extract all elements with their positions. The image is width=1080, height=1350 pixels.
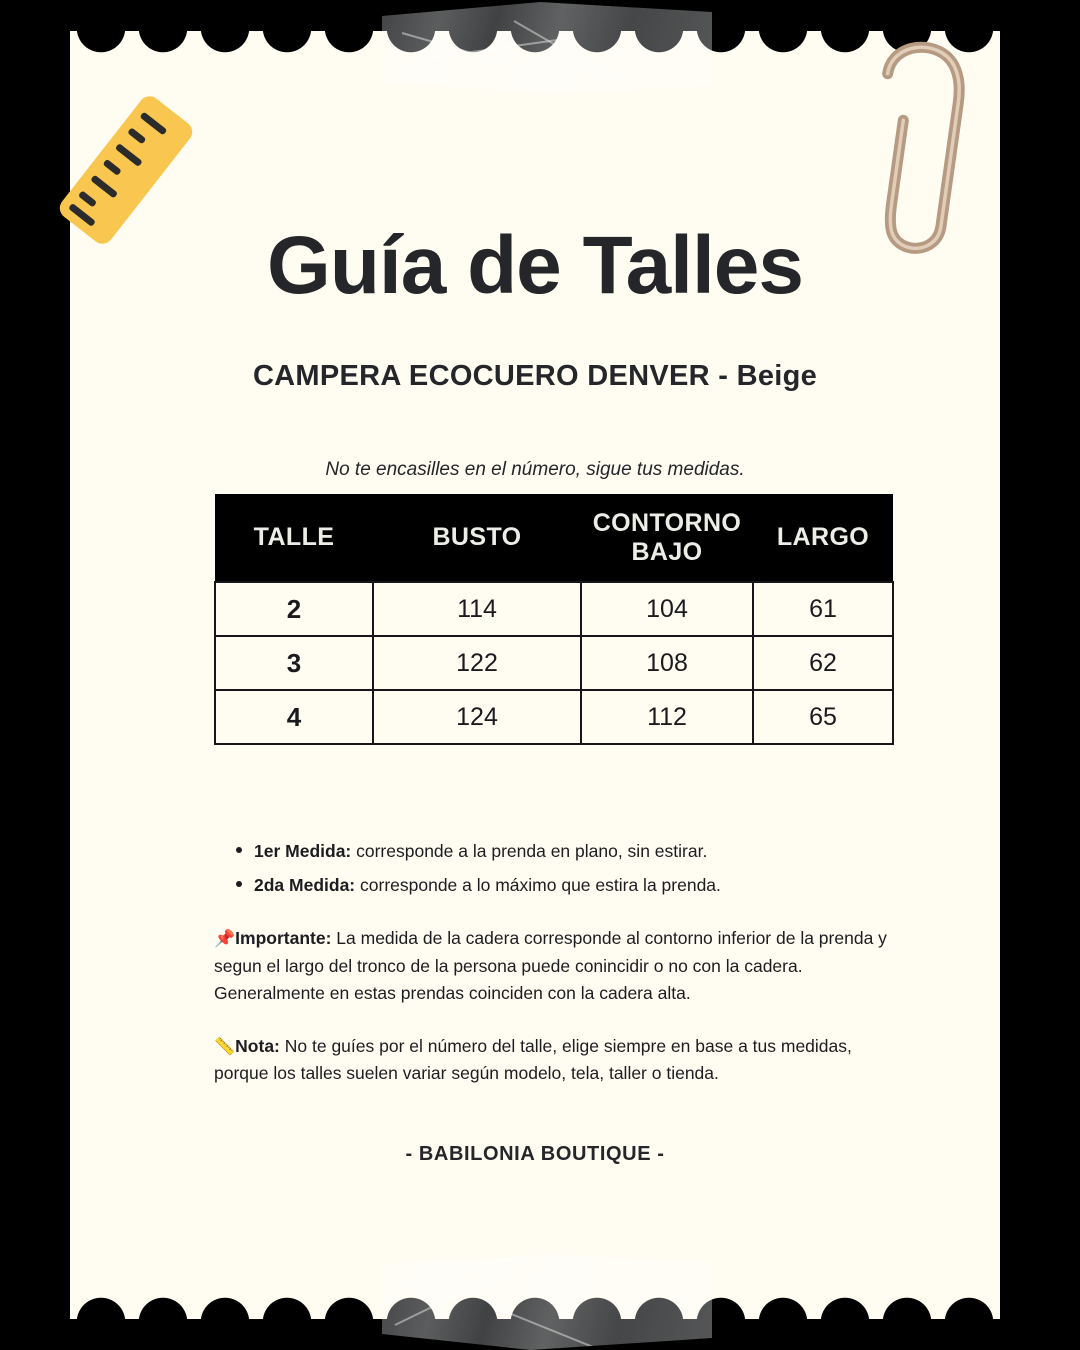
- column-header-largo: LARGO: [753, 494, 893, 582]
- cell-busto: 114: [373, 582, 581, 636]
- page-title: Guía de Talles: [267, 220, 803, 311]
- cell-contorno-bajo: 108: [581, 636, 753, 690]
- poster-content: [70, 0, 1000, 1350]
- cell-contorno-bajo: 104: [581, 582, 753, 636]
- notes-section: [214, 838, 904, 1087]
- bullet-text: corresponde a la prenda en plano, sin estirar.: [351, 841, 708, 861]
- table-header-row: [215, 494, 893, 582]
- cell-busto: 124: [373, 690, 581, 744]
- nota-paragraph: [214, 1033, 904, 1087]
- bullet-label: 1er Medida:: [254, 841, 352, 861]
- column-header-contorno-bajo: CONTORNO BAJO: [581, 494, 753, 582]
- important-text: La medida de la cadera corresponde al contorno inferior de la prenda y segun el largo del tronco de la persona puede conincidir o no con la cadera. Generalmente en estas prendas coinciden con la cadera alta.: [214, 928, 887, 1003]
- pushpin-icon: 📌: [214, 929, 236, 949]
- brand-footer: - BABILONIA BOUTIQUE -: [405, 1143, 665, 1165]
- cell-talle: 2: [215, 582, 373, 636]
- measurement-bullet-list: [214, 838, 904, 899]
- bullet-label: 2da Medida:: [254, 875, 356, 896]
- cell-talle: 4: [215, 690, 373, 744]
- list-item: [236, 838, 904, 865]
- tagline-text: No te encasilles en el número, sigue tus medidas.: [325, 459, 745, 480]
- column-header-talle: TALLE: [215, 494, 373, 582]
- cell-largo: 61: [753, 582, 893, 636]
- product-subtitle: CAMPERA ECOCUERO DENVER - Beige: [252, 360, 818, 392]
- cell-largo: 62: [753, 636, 893, 690]
- bullet-text: corresponde a lo máximo que estira la prenda.: [355, 875, 721, 896]
- ruler-icon: 📏: [214, 1036, 236, 1056]
- list-item: [236, 872, 904, 899]
- size-chart-table: [214, 494, 894, 745]
- nota-text: No te guíes por el número del talle, elige siempre en base a tus medidas, porque los talles suelen variar según modelo, tela, taller o tienda.: [214, 1035, 852, 1084]
- table-row: [215, 582, 893, 636]
- cell-largo: 65: [753, 690, 893, 744]
- nota-label: Nota:: [235, 1035, 280, 1056]
- cell-contorno-bajo: 112: [581, 690, 753, 744]
- table-row: [215, 636, 893, 690]
- column-header-busto: BUSTO: [373, 494, 581, 582]
- important-label: Importante:: [235, 928, 332, 949]
- important-paragraph: [214, 925, 904, 1007]
- bullet-dot-icon: [236, 847, 242, 853]
- table-row: [215, 690, 893, 744]
- cell-busto: 122: [373, 636, 581, 690]
- bullet-dot-icon: [236, 881, 242, 887]
- cell-talle: 3: [215, 636, 373, 690]
